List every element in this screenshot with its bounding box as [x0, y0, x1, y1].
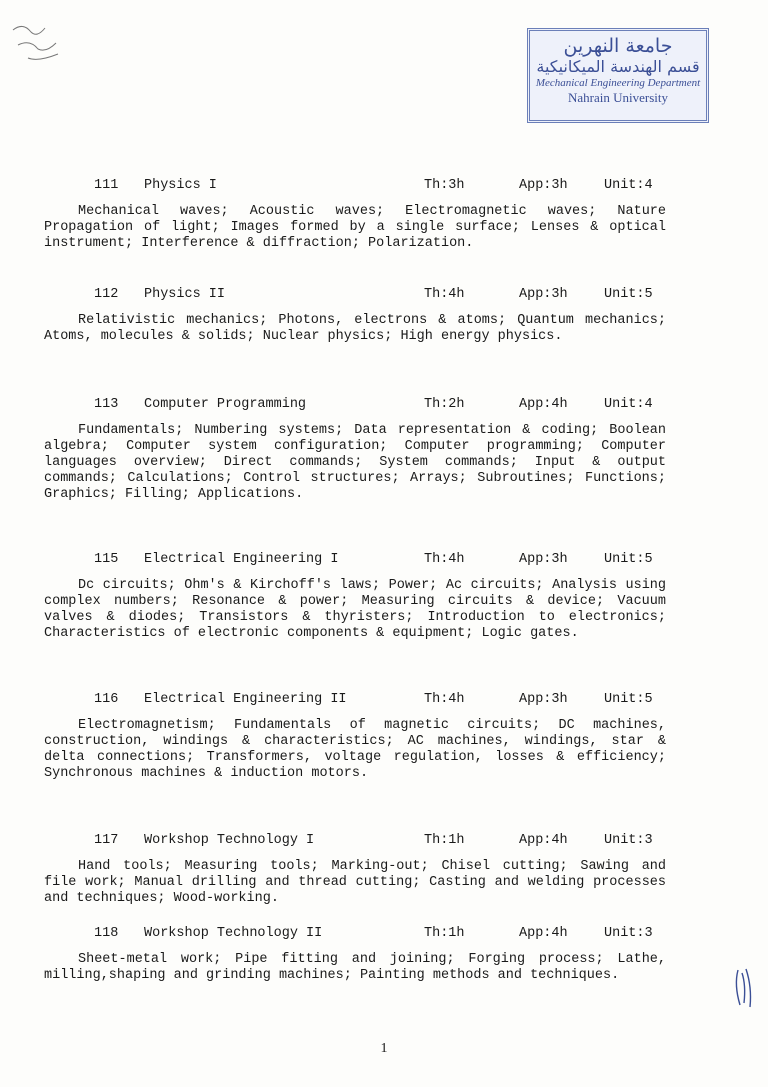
course-113 [44, 397, 666, 503]
course-number: 111 [94, 178, 119, 193]
course-title: Physics I [144, 178, 217, 193]
course-units: Unit:5 [604, 287, 653, 302]
course-units: Unit:5 [604, 552, 653, 567]
stamp-arabic-department: قسم الهندسة الميكانيكية [536, 57, 700, 76]
application-hours: App:4h [519, 926, 568, 941]
course-header [44, 287, 666, 309]
course-117 [44, 833, 666, 907]
course-description: Mechanical waves; Acoustic waves; Electromagnetic waves; Nature Propagation of light; Images formed by a single surface; Lenses & optical instrument; Interference & diffraction; Polarization. [44, 204, 666, 251]
course-units: Unit:5 [604, 692, 653, 707]
theory-hours: Th:4h [424, 552, 465, 567]
course-header [44, 178, 666, 200]
course-title: Electrical Engineering II [144, 692, 347, 707]
course-number: 112 [94, 287, 119, 302]
theory-hours: Th:3h [424, 178, 465, 193]
application-hours: App:3h [519, 287, 568, 302]
application-hours: App:3h [519, 178, 568, 193]
application-hours: App:4h [519, 833, 568, 848]
course-units: Unit:4 [604, 397, 653, 412]
theory-hours: Th:2h [424, 397, 465, 412]
theory-hours: Th:4h [424, 692, 465, 707]
course-description: Sheet-metal work; Pipe fitting and joining; Forging process; Lathe, milling,shaping and grinding machines; Painting methods and techniques. [44, 952, 666, 983]
course-header [44, 397, 666, 419]
course-header [44, 926, 666, 948]
course-description: Hand tools; Measuring tools; Marking-out; Chisel cutting; Sawing and file work; Manual drilling and thread cutting; Casting and welding processes and techniques; Wood-working. [44, 859, 666, 906]
application-hours: App:4h [519, 397, 568, 412]
course-112 [44, 287, 666, 345]
application-hours: App:3h [519, 552, 568, 567]
course-header [44, 552, 666, 574]
stamp-arabic-university: جامعة النهرين [563, 35, 673, 57]
course-number: 115 [94, 552, 119, 567]
course-title: Computer Programming [144, 397, 307, 412]
course-units: Unit:3 [604, 833, 653, 848]
course-title: Workshop Technology I [144, 833, 315, 848]
course-description: Electromagnetism; Fundamentals of magnetic circuits; DC machines, construction, windings & characteristics; AC machines, windings, star & delta connections; Transformers, voltage regulation, losses & efficiency; Synchronous machines & induction motors. [44, 718, 666, 781]
handwritten-margin-mark [732, 965, 756, 1015]
course-units: Unit:3 [604, 926, 653, 941]
course-title: Workshop Technology II [144, 926, 323, 941]
theory-hours: Th:4h [424, 287, 465, 302]
handwritten-scribble [8, 10, 88, 70]
course-116 [44, 692, 666, 782]
course-number: 117 [94, 833, 119, 848]
course-number: 113 [94, 397, 119, 412]
course-header [44, 833, 666, 855]
course-118 [44, 926, 666, 984]
theory-hours: Th:1h [424, 833, 465, 848]
course-description: Dc circuits; Ohm's & Kirchoff's laws; Power; Ac circuits; Analysis using complex numbers; Resonance & power; Measuring circuits & device; Vacuum valves & diodes; Transistors & thyristers; Introduction to electronics; Characteristics of electronic components & equipment; Logic gates. [44, 578, 666, 641]
course-111 [44, 178, 666, 252]
course-description: Fundamentals; Numbering systems; Data representation & coding; Boolean algebra; Computer system configuration; Computer programming; Computer languages overview; Direct commands; System commands; Input & output commands; Calculations; Control structures; Arrays; Subroutines; Functions; Graphics; Filling; Applications. [44, 423, 666, 502]
course-title: Physics II [144, 287, 226, 302]
stamp-university: Nahrain University [567, 90, 668, 105]
course-title: Electrical Engineering I [144, 552, 339, 567]
department-stamp [527, 28, 709, 123]
course-number: 118 [94, 926, 119, 941]
course-description: Relativistic mechanics; Photons, electrons & atoms; Quantum mechanics; Atoms, molecules & solids; Nuclear physics; High energy physics. [44, 313, 666, 344]
course-115 [44, 552, 666, 642]
course-number: 116 [94, 692, 119, 707]
course-header [44, 692, 666, 714]
page-number: 1 [380, 1041, 388, 1056]
application-hours: App:3h [519, 692, 568, 707]
theory-hours: Th:1h [424, 926, 465, 941]
course-units: Unit:4 [604, 178, 653, 193]
stamp-department: Mechanical Engineering Department [535, 77, 701, 89]
